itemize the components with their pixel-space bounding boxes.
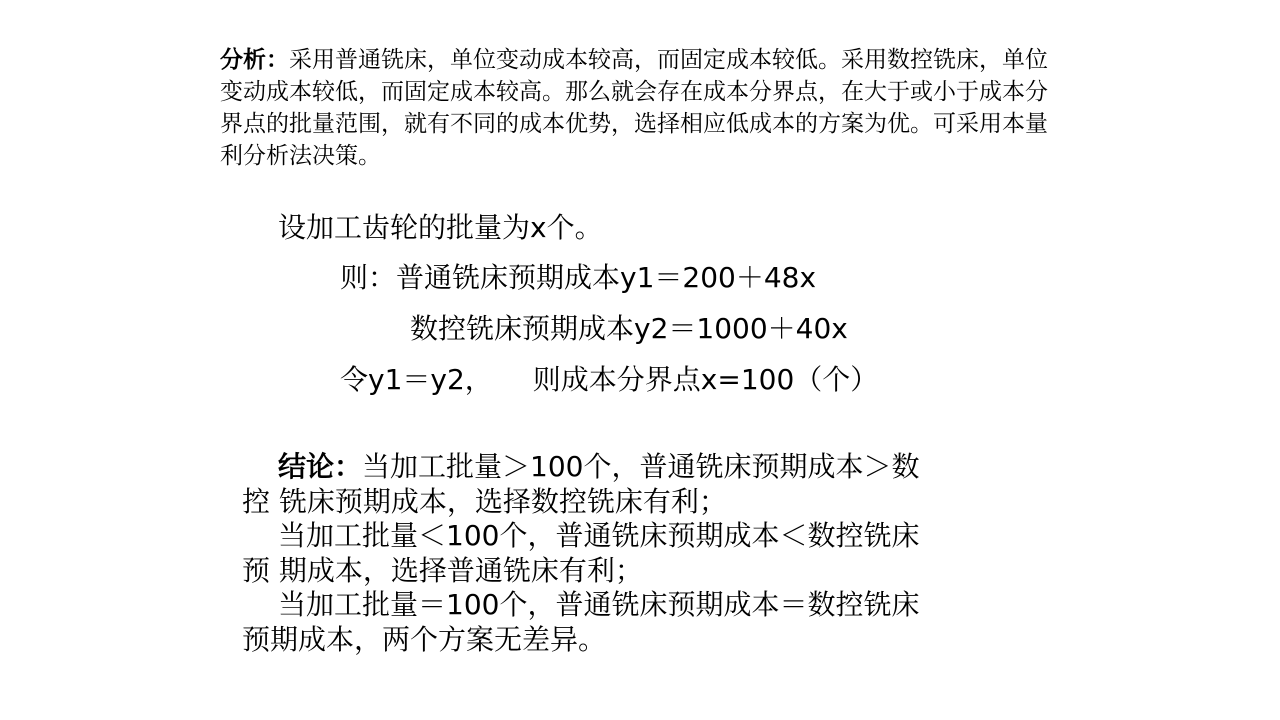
conclusion-case1-text1: 当加工批量＞100个，普通铣床预期成本＞数 <box>362 450 920 483</box>
analysis-text: 采用普通铣床，单位变动成本较高，而固定成本较低。采用数控铣床，单位变动成本较低，而固定成本较高。那么就会存在成本分界点，在大于或小于成本分界点的批量范围，就有不同的成本优势，选择相应低成本的方案为优。可采用本量利分析法决策。 <box>220 47 1048 169</box>
formula-equate: 令y1＝y2， <box>340 363 493 396</box>
conclusion-block <box>242 450 1022 657</box>
conclusion-case2-line1: 当加工批量＜100个，普通铣床预期成本＜数控铣床 <box>278 519 920 552</box>
formula-breakpoint-line <box>340 362 878 398</box>
analysis-label: 分析： <box>220 47 289 73</box>
conclusion-label: 结论： <box>278 450 363 483</box>
conclusion-case1-line2: 控 铣床预期成本，选择数控铣床有利； <box>242 484 727 518</box>
conclusion-case3-line2: 预期成本，两个方案无差异。 <box>242 622 607 656</box>
formula-y1: 则：普通铣床预期成本y1＝200＋48x <box>340 261 817 294</box>
formula-setup: 设加工齿轮的批量为x个。 <box>278 211 603 244</box>
formula-y2: 数控铣床预期成本y2＝1000＋40x <box>410 312 848 345</box>
conclusion-case1-line1 <box>242 450 1022 485</box>
conclusion-case3-line1: 当加工批量＝100个，普通铣床预期成本＝数控铣床 <box>278 588 920 621</box>
analysis-paragraph <box>220 44 1060 172</box>
formula-breakpoint: 则成本分界点x=100（个） <box>532 363 879 396</box>
conclusion-case2-line2: 预 期成本，选择普通铣床有利； <box>242 553 643 587</box>
